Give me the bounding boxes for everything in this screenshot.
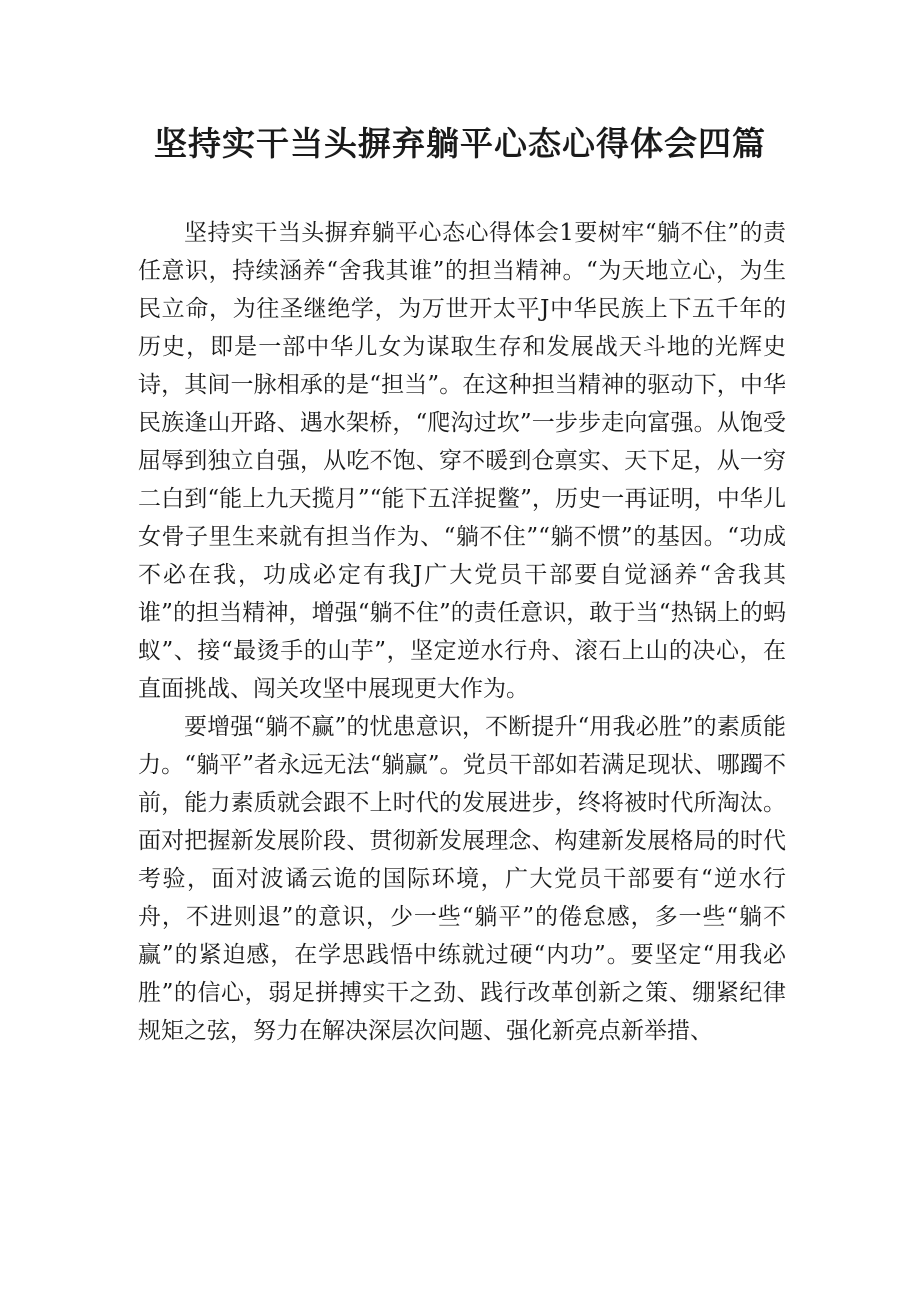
paragraph-1: 坚持实干当头摒弃躺平心态心得体会1要树牢“躺不住”的责任意识，持续涵养“舍我其谁”的担当精神。“为天地立心，为生民立命，为往圣继绝学，为万世开太平J中华民族上下五千年的历史，即是一部中华儿女为谋取生存和发展战天斗地的光辉史诗，其间一脉相承的是“担当”。在这种担当精神的驱动下，中华民族逢山开路、遇水架桥，“爬沟过坎”一步步走向富强。从饱受屈辱到独立自强，从吃不饱、穿不暖到仓禀实、天下足，从一穷二白到“能上九天揽月”“能下五洋捉鳖”，历史一再证明，中华儿女骨子里生来就有担当作为、“躺不住”“躺不惯”的基因。“功成不必在我，功成必定有我J广大党员干部要自觉涵养“舍我其谁”的担当精神，增强“躺不住”的责任意识，敢于当“热锅上的蚂蚁”、接“最烫手的山芋”，坚定逆水行舟、滚石上山的决心，在直面挑战、闯关攻坚中展现更大作为。	[138, 220, 786, 702]
document-body	[138, 214, 786, 1050]
paragraph-2: 要增强“躺不赢”的忧患意识，不断提升“用我必胜”的素质能力。“躺平”者永远无法“躺赢”。党员干部如若满足现状、哪躅不前，能力素质就会跟不上时代的发展进步，终将被时代所淘汰。面对把握新发展阶段、贯彻新发展理念、构建新发展格局的时代考验，面对波谲云诡的国际环境，广大党员干部要有“逆水行舟，不进则退”的意识，少一些“躺平”的倦怠感，多一些“躺不赢”的紧迫感，在学思践悟中练就过硬“内功”。要坚定“用我必胜”的信心，弱足拼搏实干之劲、践行改革创新之策、绷紧纪律规矩之弦，努力在解决深层次问题、强化新亮点新举措、	[138, 714, 786, 1044]
document-title: 坚持实干当头摒弃躺平心态心得体会四篇	[154, 124, 766, 163]
